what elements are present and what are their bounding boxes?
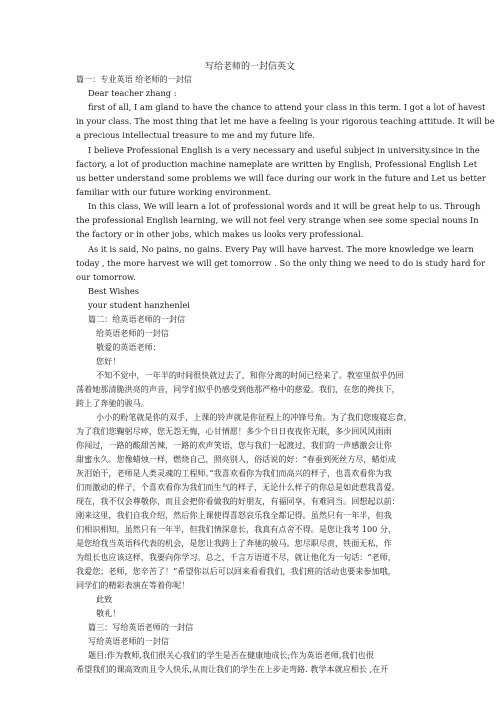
text-line: factory, a lot of production machine nameplate are written by English, Professional English Let — [76, 159, 478, 169]
document-title: 写给老师的一封信英文 — [204, 62, 295, 72]
text-line: a precious intellectual treasure to me and my future life. — [76, 130, 315, 140]
text-line: 们而激动的样子，个喜欢看你为我们而生气的样子，无论什么样子的你总是如此惹我喜爱。 — [76, 482, 400, 492]
text-line: in your class. The most thing that let me have a feeling is your rigorous teaching attitude. It will be — [76, 116, 495, 126]
text-line: I believe Professional English is a very necessary and useful subject in university.since in the — [88, 145, 480, 155]
text-line: 跨上了奔驰的骏马。 — [76, 398, 149, 408]
text-line: 灰泪始干，老师是人类灵魂的工程师。”我喜欢看你为我们而高兴的样子，也喜欢看你为我 — [76, 468, 392, 478]
text-line: your student hanzhenlei — [88, 300, 190, 310]
text-line: 篇二：给英语老师的一封信 — [88, 314, 186, 324]
text-line: 敬爱的英语老师： — [96, 342, 161, 352]
text-line: familiar with our future working environment. — [76, 187, 272, 197]
text-line: 荡着她那清脆洪亮的声音，同学们似乎仍感受到他那严格中的慈爱。我们，在您的搀扶下， — [76, 384, 400, 394]
text-line: 给英语老师的一封信 — [96, 328, 169, 338]
text-line: 我爱您；老师，您辛苦了！”希望你以后可以回来看看我们，我们班的活动也要来参加哦， — [76, 566, 396, 576]
text-line: our tomorrow. — [76, 272, 136, 282]
text-line: 小小的粉笔就是你的双手，上课的铃声就是你征程上的冲锋号角。为了我们您废寝忘食， — [96, 412, 412, 422]
text-line: As it is said, No pains, no gains. Every Pay will have harvest. The more knowledge we learn — [88, 244, 474, 254]
text-line: In this class, We will learn a lot of professional words and it will be great help to us. Through — [88, 201, 481, 211]
text-line: us better understand some problems we will face during our work in the future and Let us better — [76, 173, 486, 183]
text-line: 现在，我不仅会尊敬你，而且会把你看做我的好朋友，有福同享，有难同当。回想起以前： — [76, 496, 400, 506]
text-line: the professional English learning, we will not feel very strange when see some special nouns In — [76, 215, 479, 225]
text-line: Best Wishes — [88, 286, 140, 296]
text-line: 甜蜜永久。您像蜡烛一样，燃烧自己，照亮别人，俗话说的好：“春蚕到死丝方尽，蜡炬成 — [76, 454, 396, 464]
text-line: 您好！ — [96, 356, 121, 366]
text-line: 为了我们您鞠躬尽瘁，您无怨无悔，心甘情愿！多少个日日夜夜你无眠，多少回风风雨雨 — [76, 426, 392, 436]
text-line: 希望我们的课高效而且令人快乐,从而让我们的学生在上步走弯路. 教学本就应相长 ,在开 — [76, 664, 389, 674]
text-line: 此致 — [96, 594, 113, 604]
text-line: 同学们的精彩表演在等着你呢！ — [76, 580, 190, 590]
text-line: 们相识相知，虽然只有一年半，但我们情深意长，我真有点舍不得。是您让我考 100 分， — [76, 524, 397, 534]
text-line: today , the more harvest we will get tomorrow . So the only thing we need to do is study hard for — [76, 258, 486, 268]
text-line: 你闯过，一路的酸甜苦辣，一路的欢声笑语，您与我们一起渡过，我们的一声感激会让你 — [76, 440, 392, 450]
text-line: Dear teacher zhang : — [88, 88, 177, 98]
text-line: 为组长也应该这样，我要向你学习。总之，千言万语道不尽，就让他化为一句话：“老师， — [76, 552, 396, 562]
text-line: the factory or in other jobs, which makes us looks very professional. — [76, 229, 364, 239]
text-line: 篇一：专业英语 给老师的一封信 — [76, 74, 192, 84]
text-line: 刚来这里，我们自我介绍，然后你上课使得喜怒哀乐我全都记得。虽然只有一年半，但我 — [76, 510, 392, 520]
text-line: first of all, I am gland to have the chance to attend your class in this term. I got a lot of havest — [88, 102, 486, 112]
text-line: 是您给我当英语科代表的机会，是您让我跨上了奔驰的骏马。您尽职尽责，铁面无私，作 — [76, 538, 392, 548]
text-line: 不知不觉中，一年半的时间很快就过去了，和你分离的时间已经来了。教室里似乎仍回 — [96, 370, 404, 380]
text-line: 篇三：写给英语老师的一封信 — [88, 622, 194, 632]
text-line: 题目:作为教师,我们很关心我们的学生是否在健康地成长;作为英语老师,我们也很 — [88, 650, 374, 660]
text-line: 写给英语老师的一封信 — [88, 636, 169, 646]
text-line: 敬礼！ — [96, 608, 121, 618]
